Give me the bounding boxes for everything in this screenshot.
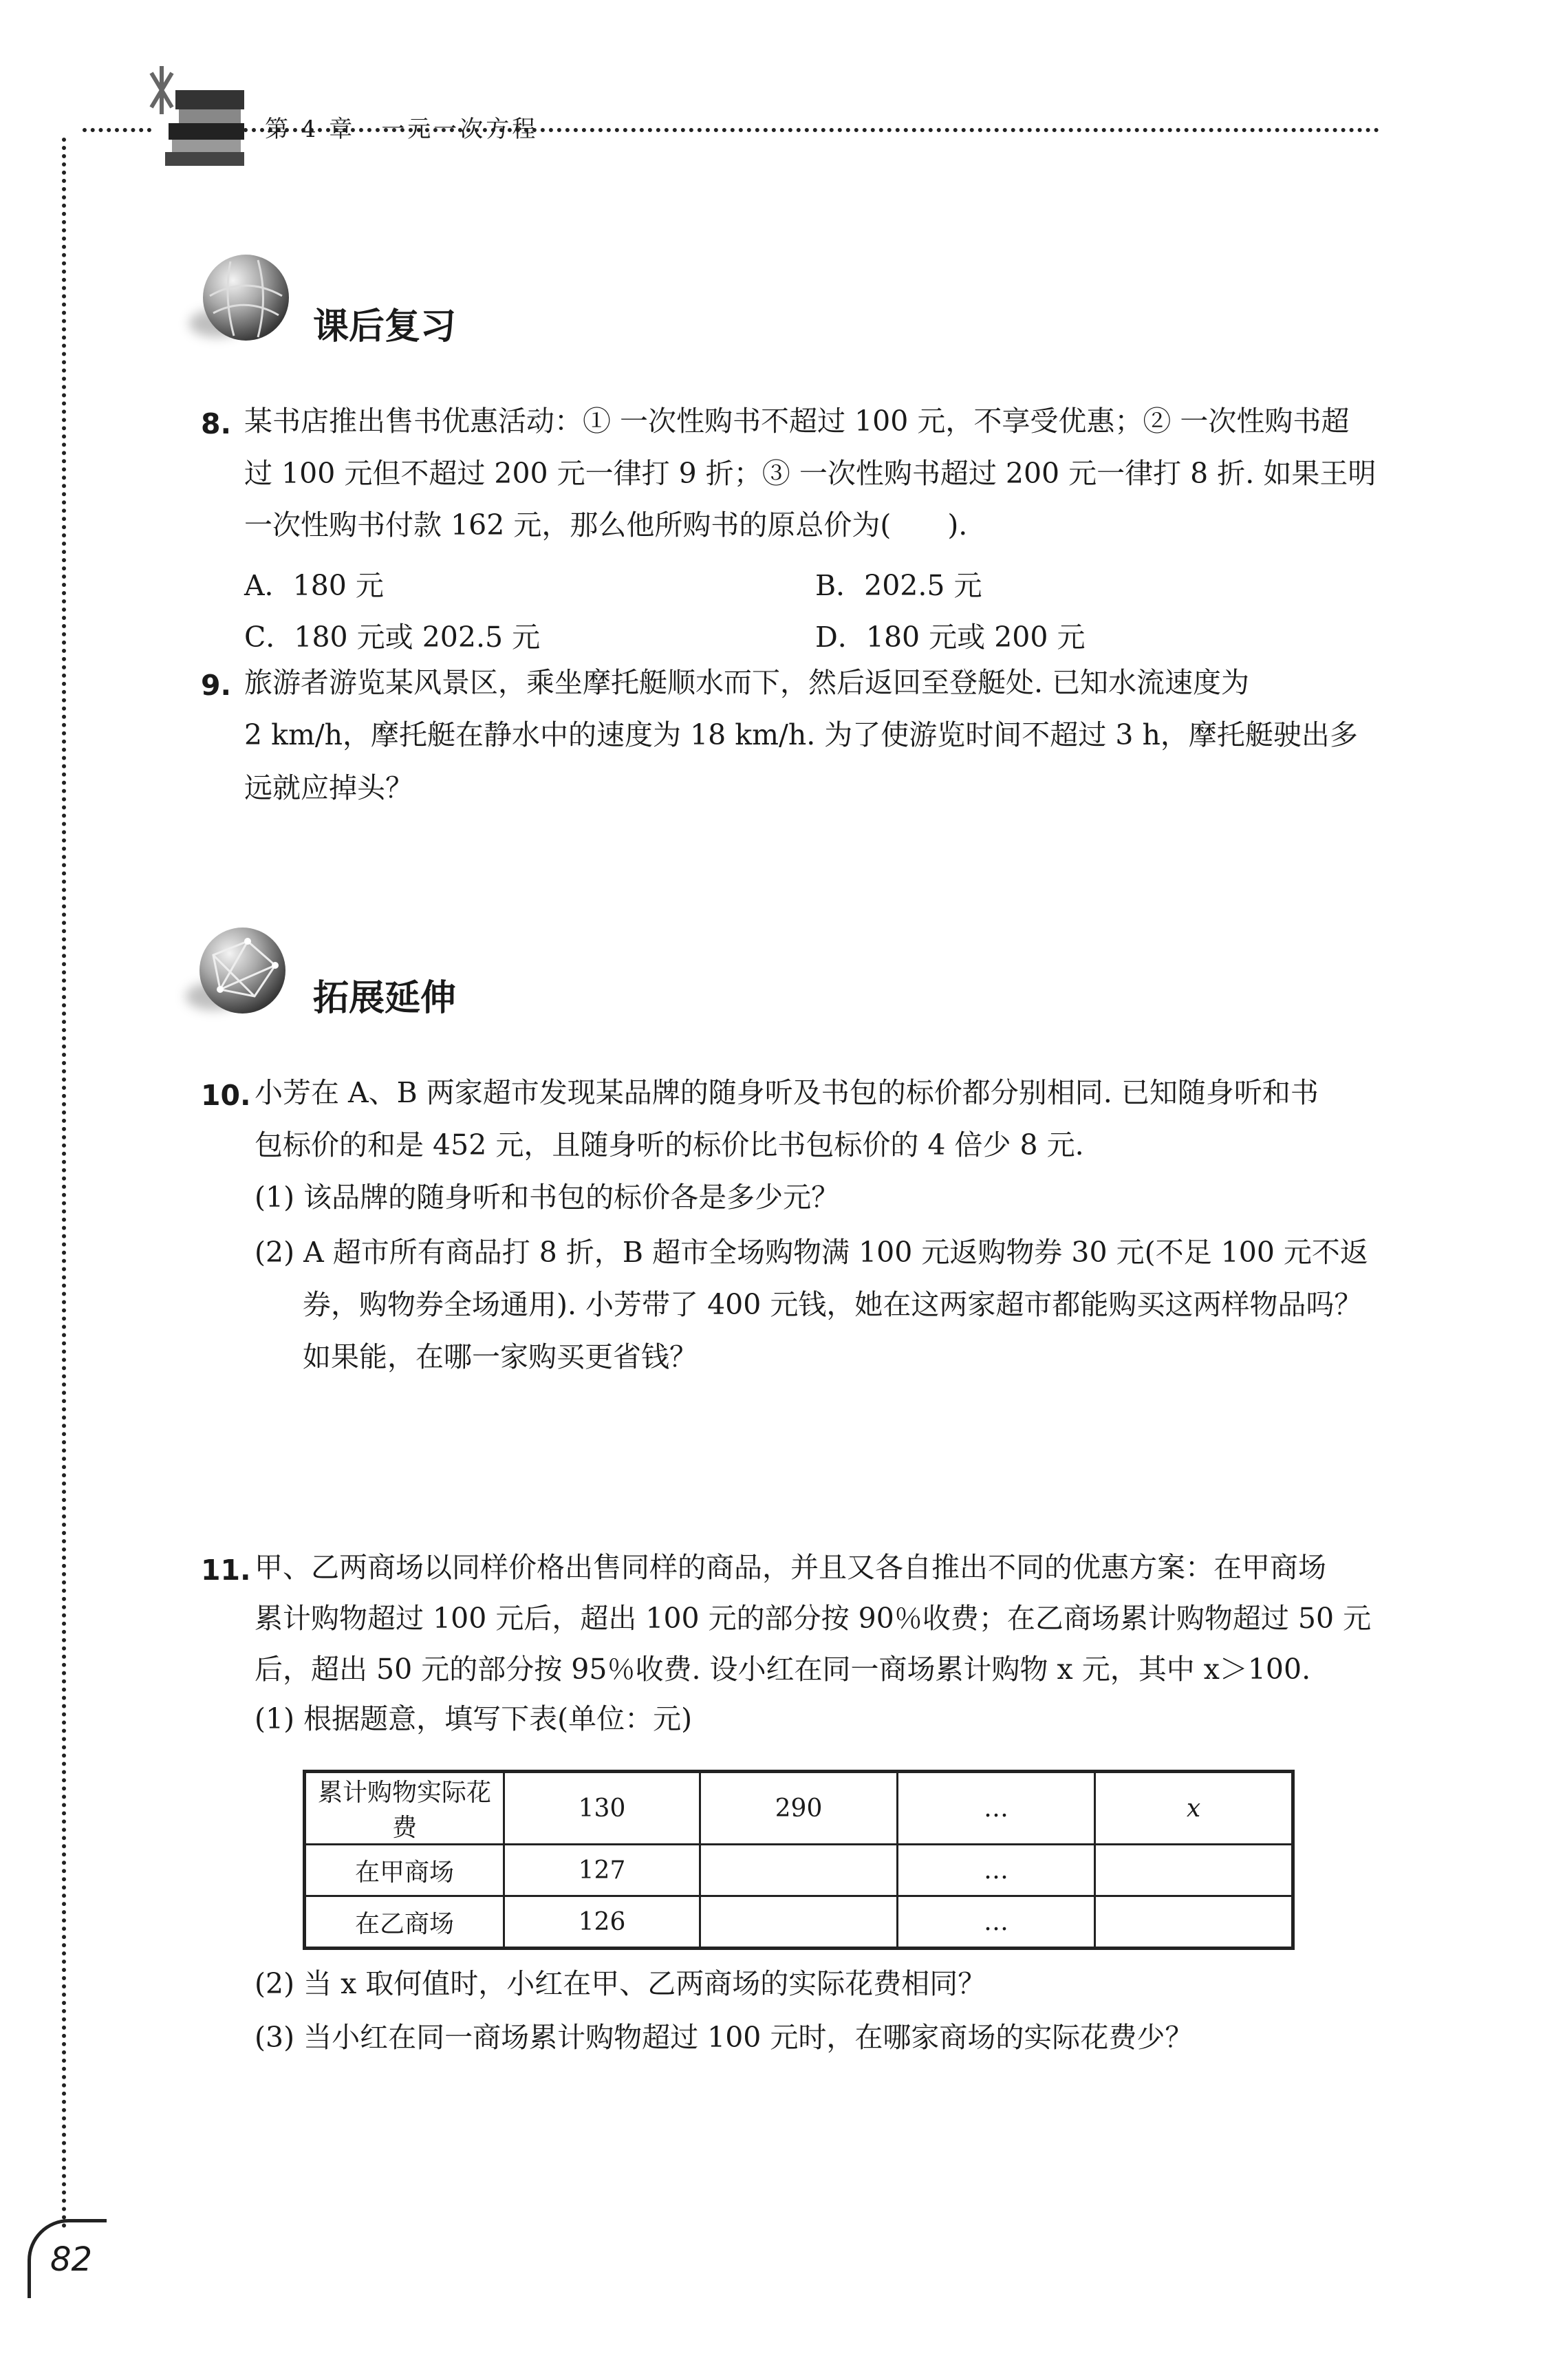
table-cell: … — [898, 1845, 1095, 1896]
table-cell[interactable] — [1095, 1896, 1293, 1949]
table-cell[interactable] — [1095, 1845, 1293, 1896]
side-dotted-line — [62, 138, 66, 2229]
table-cell: … — [898, 1896, 1095, 1949]
question-text-line: 某书店推出售书优惠活动：① 一次性购书不超过 100 元，不享受优惠；② 一次性购书超 — [244, 405, 1350, 438]
table-row — [305, 1845, 1293, 1896]
books-logo-icon — [138, 66, 255, 172]
question-text-line: 旅游者游览某风景区，乘坐摩托艇顺水而下，然后返回至登艇处. 已知水流速度为 — [244, 666, 1250, 699]
page-number: 82 — [50, 2240, 93, 2279]
option-c: C．180 元或 202.5 元 — [244, 621, 541, 654]
option-b: B．202.5 元 — [815, 569, 982, 602]
chapter-heading: 第 4 章 一元一次方程 — [265, 116, 539, 143]
option-d: D．180 元或 200 元 — [815, 621, 1086, 654]
globe-icon — [203, 255, 289, 341]
question-number: 10. — [201, 1079, 251, 1112]
question-text-line: 远就应掉头？ — [244, 771, 413, 804]
table-cell: 累计购物实际花费 — [305, 1772, 504, 1845]
network-globe-icon — [199, 928, 285, 1014]
question-number: 8. — [201, 407, 232, 440]
subquestion-1: (1) 该品牌的随身听和书包的标价各是多少元？ — [255, 1181, 840, 1214]
table-cell: 127 — [504, 1845, 700, 1896]
question-text-line: 后，超出 50 元的部分按 95％收费. 设小红在同一商场累计购物 x 元，其中 x＞100. — [255, 1653, 1311, 1686]
subquestion-2: (2) 当 x 取何值时，小红在甲、乙两商场的实际花费相同？ — [255, 1967, 986, 2000]
question-text-line: 一次性购书付款 162 元，那么他所购书的原总价为( ). — [244, 508, 968, 542]
fill-in-table — [303, 1770, 1295, 1950]
subquestion-1: (1) 根据题意，填写下表(单位：元) — [255, 1702, 693, 1735]
table-cell: 130 — [504, 1772, 700, 1845]
subquestion-2-line: 如果能，在哪一家购买更省钱？ — [303, 1340, 698, 1373]
table-cell: 290 — [700, 1772, 898, 1845]
question-text-line: 过 100 元但不超过 200 元一律打 9 折；③ 一次性购书超过 200 元一律打 8 折. 如果王明 — [244, 457, 1377, 490]
table-cell: … — [898, 1772, 1095, 1845]
subquestion-3: (3) 当小红在同一商场累计购物超过 100 元时，在哪家商场的实际花费少？ — [255, 2021, 1194, 2054]
question-number: 9. — [201, 669, 232, 702]
table-cell: 在乙商场 — [305, 1896, 504, 1949]
table-cell: x — [1095, 1772, 1293, 1845]
section-title-review: 课后复习 — [313, 306, 457, 347]
table-cell: 在甲商场 — [305, 1845, 504, 1896]
subquestion-2-line: 券，购物券全场通用). 小芳带了 400 元钱，她在这两家超市都能购买这两样物品吗？ — [303, 1288, 1363, 1321]
table-row — [305, 1772, 1293, 1845]
table-cell: 126 — [504, 1896, 700, 1949]
section-title-extension: 拓展延伸 — [313, 978, 457, 1019]
subquestion-2-line: (2) A 超市所有商品打 8 折，B 超市全场购物满 100 元返购物券 30 元(不足 100 元不返 — [255, 1236, 1368, 1269]
table-cell[interactable] — [700, 1896, 898, 1949]
question-number: 11. — [201, 1554, 251, 1587]
table-row — [305, 1896, 1293, 1949]
option-a: A．180 元 — [244, 569, 384, 602]
table-cell[interactable] — [700, 1845, 898, 1896]
page-number-badge — [28, 2219, 107, 2298]
question-text-line: 2 km/h，摩托艇在静水中的速度为 18 km/h. 为了使游览时间不超过 3 h，摩托艇驶出多 — [244, 718, 1358, 751]
question-text-line: 小芳在 A、B 两家超市发现某品牌的随身听及书包的标价都分别相同. 已知随身听和书 — [255, 1076, 1319, 1109]
question-text-line: 甲、乙两商场以同样价格出售同样的商品，并且又各自推出不同的优惠方案：在甲商场 — [255, 1551, 1326, 1584]
question-text-line: 包标价的和是 452 元，且随身听的标价比书包标价的 4 倍少 8 元. — [255, 1128, 1084, 1161]
question-text-line: 累计购物超过 100 元后，超出 100 元的部分按 90％收费；在乙商场累计购物超过 50 元 — [255, 1602, 1372, 1635]
